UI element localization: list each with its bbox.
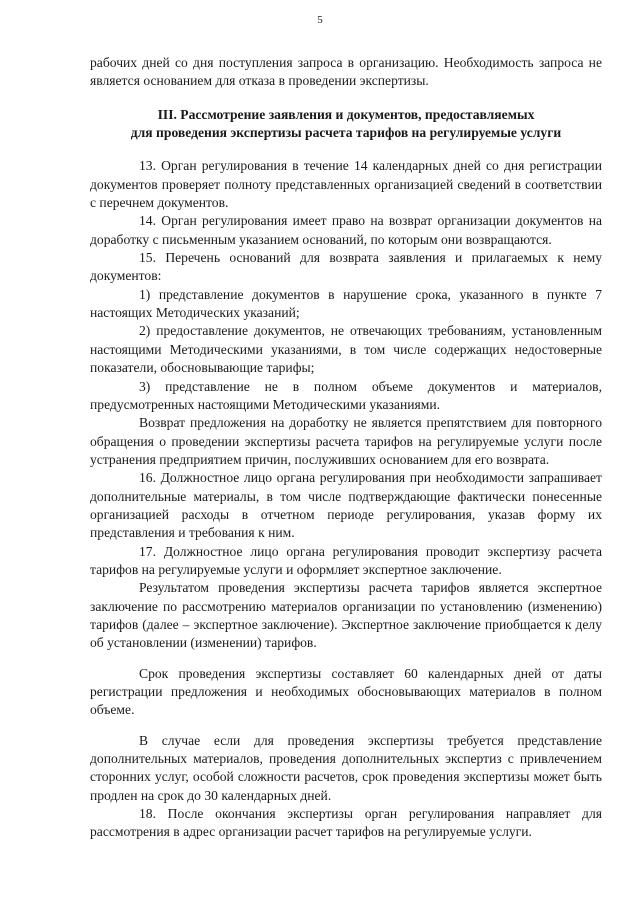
paragraph-15-return: Возврат предложения на доработку не является препятствием для повторного обращения о проведении экспертизы расчета тарифов на регулируемые услуги после устранения предприятием причин, послуживших основанием для его возврата.: [90, 415, 602, 467]
continuation-paragraph: рабочих дней со дня поступления запроса в организацию. Необходимость запроса не является основанием для отказа в проведении экспертизы.: [90, 55, 602, 89]
section-heading-line-2: для проведения экспертизы расчета тарифов на регулируемые услуги: [130, 125, 562, 141]
paragraph-17: 17. Должностное лицо органа регулирования проводит экспертизу расчета тарифов на регулируемые услуги и оформляет экспертное заключение.: [90, 543, 602, 577]
paragraph-17-result: Результатом проведения экспертизы расчета тарифов является экспертное заключение по рассмотрению материалов организации по установлению (изменению) тарифов (далее – экспертное заключение). Экспертное заключение приобщается к делу об установлении (изменении) тарифов.: [90, 580, 602, 651]
paragraph-17-term: Срок проведения экспертизы составляет 60 календарных дней от даты регистрации предложения и необходимых обосновывающих материалов в полном объеме.: [90, 665, 602, 718]
paragraph-14: 14. Орган регулирования имеет право на возврат организации документов на доработку с письменным указанием оснований, по которым они возвращаются.: [90, 213, 602, 247]
page-number: 5: [317, 14, 323, 26]
paragraph-15-item-1: 1) представление документов в нарушение срока, указанного в пункте 7 настоящих Методических указаний;: [90, 286, 602, 321]
section-heading-line-1: III. Рассмотрение заявления и документов, предоставляемых: [157, 106, 535, 122]
paragraph-15: 15. Перечень оснований для возврата заявления и прилагаемых к нему документов:: [90, 250, 602, 284]
document-body: [90, 54, 602, 842]
paragraph-15-item-2: 2) предоставление документов, не отвечающих требованиям, установленным настоящими Методическими указаниями, в том числе содержащих недостоверные показатели, обосновывающие тарифы;: [90, 323, 602, 376]
section-heading: [90, 106, 602, 143]
paragraph-17-extension: В случае если для проведения экспертизы требуется представление дополнительных материалов, проведения дополнительных экспертиз с привлечением сторонних услуг, особой сложности расчетов, срок проведения экспертизы может быть продлен на срок до 30 календарных дней.: [90, 732, 602, 803]
paragraph-18: 18. После окончания экспертизы орган регулирования направляет для рассмотрения в адрес организации расчет тарифов на регулируемые услуги.: [90, 806, 602, 840]
paragraph-16: 16. Должностное лицо органа регулирования при необходимости запрашивает дополнительные материалы, в том числе подтверждающие фактически понесенные организацией расходы в отчетном периоде регулирования, указав форму их представления и требования к ним.: [90, 470, 602, 541]
paragraph-13: 13. Орган регулирования в течение 14 календарных дней со дня регистрации документов проверяет полноту представленных организацией сведений в соответствии с перечнем документов.: [90, 158, 602, 211]
paragraph-15-item-3: 3) представление не в полном объеме документов и материалов, предусмотренных настоящими Методическими указаниями.: [90, 378, 602, 412]
